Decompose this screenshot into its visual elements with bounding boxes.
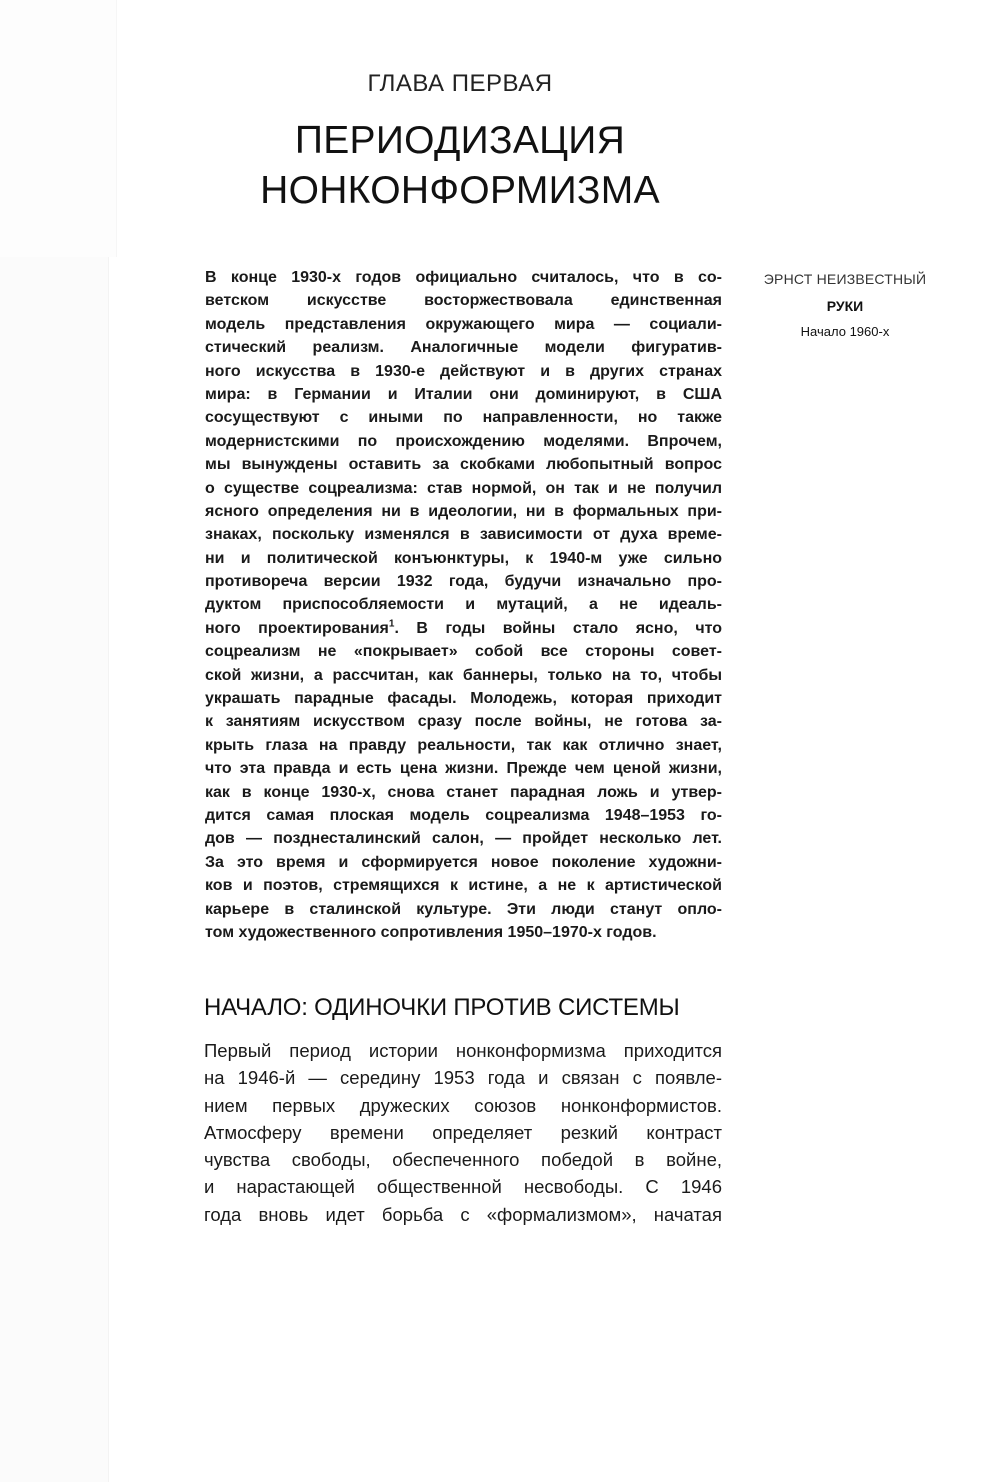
text-line: ясного определения ни в идеологии, ни в формальных при-: [205, 502, 722, 520]
text-line: ской жизни, а рассчитан, как баннеры, только на то, чтобы: [205, 666, 722, 684]
text-line: крыть глаза на правду реальности, так как отлично знает,: [205, 736, 722, 754]
text-fragment: ного проектирования: [205, 619, 389, 637]
text-line: как в конце 1930-х, снова станет парадная ложь и утвер-: [205, 783, 722, 801]
text-line: модель представления окружающего мира — социали-: [205, 315, 722, 333]
text-line: карьере в сталинской культуре. Эти люди станут опло-: [205, 900, 722, 918]
text-line: нием первых дружеских союзов нонконформистов.: [204, 1094, 722, 1116]
text-line: на 1946-й — середину 1953 года и связан с появле-: [204, 1067, 722, 1089]
text-line: дуктом приспособляемости и мутаций, а не идеаль-: [205, 596, 722, 614]
artwork-caption: [730, 271, 960, 339]
text-line: том художественного сопротивления 1950–1970-х годов.: [205, 923, 657, 941]
text-line: Первый период истории нонконформизма приходится: [204, 1040, 722, 1061]
text-line: В конце 1930-х годов официально считалось, что в со-: [205, 269, 722, 286]
chapter-title-line: ПЕРИОДИЗАЦИЯ: [294, 119, 626, 162]
text-line: мира: в Германии и Италии они доминируют, в США: [205, 385, 722, 403]
chapter-label: ГЛАВА ПЕРВАЯ: [367, 70, 553, 97]
text-line: ветском искусстве восторжествовала единственная: [205, 292, 722, 310]
text-line-with-footnote: [205, 617, 722, 640]
section-heading: НАЧАЛО: ОДИНОЧКИ ПРОТИВ СИСТЕМЫ: [204, 994, 680, 1021]
caption-date: Начало 1960-х: [800, 324, 890, 339]
text-line: ни и политической конъюнктуры, к 1940-м уже сильно: [205, 549, 722, 567]
text-line: к занятиям искусством сразу после войны, не готова за-: [205, 713, 722, 731]
text-line: модернистскими по происхождению моделями. Впрочем,: [205, 432, 722, 450]
text-line: дов — позднесталинский салон, — пройдет несколько лет.: [205, 830, 722, 848]
text-line: За это время и сформируется новое поколение художни-: [205, 853, 722, 871]
text-line: года вновь идет борьба с «формализмом», начатая: [204, 1203, 722, 1225]
scan-page-edge: [0, 257, 109, 1482]
text-line: сосуществуют с иными по направленности, но также: [205, 409, 722, 427]
caption-author: ЭРНСТ НЕИЗВЕСТНЫЙ: [763, 271, 927, 287]
text-line: украшать парадные фасады. Молодежь, которая приходит: [205, 690, 722, 708]
text-line: ного искусства в 1930-е действуют и в других странах: [205, 362, 722, 380]
text-line: знаках, поскольку изменялся в зависимости от духа време-: [205, 526, 722, 544]
text-line: дится самая плоская модель соцреализма 1948–1953 го-: [205, 806, 722, 824]
chapter-title: [200, 116, 720, 216]
text-line: о существе соцреализма: став нормой, он так и не получил: [205, 479, 722, 497]
footnote-marker[interactable]: 1: [388, 618, 395, 630]
chapter-title-line: НОНКОНФОРМИЗМА: [260, 169, 660, 212]
section-paragraph: [204, 1037, 722, 1228]
text-line: мы вынуждены оставить за скобками любопытный вопрос: [205, 456, 722, 474]
text-line: стический реализм. Аналогичные модели фигуратив-: [205, 339, 722, 357]
scan-page-edge: [0, 0, 117, 257]
text-line: и нарастающей общественной несвободы. С 1946: [204, 1176, 722, 1198]
text-line: чувства свободы, обеспеченного победой в войне,: [204, 1149, 722, 1171]
text-line: что эта правда и есть цена жизни. Прежде чем ценой жизни,: [205, 760, 722, 778]
intro-paragraph: [205, 266, 722, 944]
text-line: противореча версии 1932 года, будучи изначально про-: [205, 573, 722, 591]
text-line: Атмосферу времени определяет резкий контраст: [204, 1121, 722, 1143]
caption-work-title: РУКИ: [826, 298, 864, 314]
text-fragment: . В годы войны стало ясно, что: [394, 619, 723, 637]
text-line: ков и поэтов, стремящихся к истине, а не к артистической: [205, 877, 722, 895]
text-line: соцреализм не «покрывает» собой все стороны совет-: [205, 643, 722, 661]
